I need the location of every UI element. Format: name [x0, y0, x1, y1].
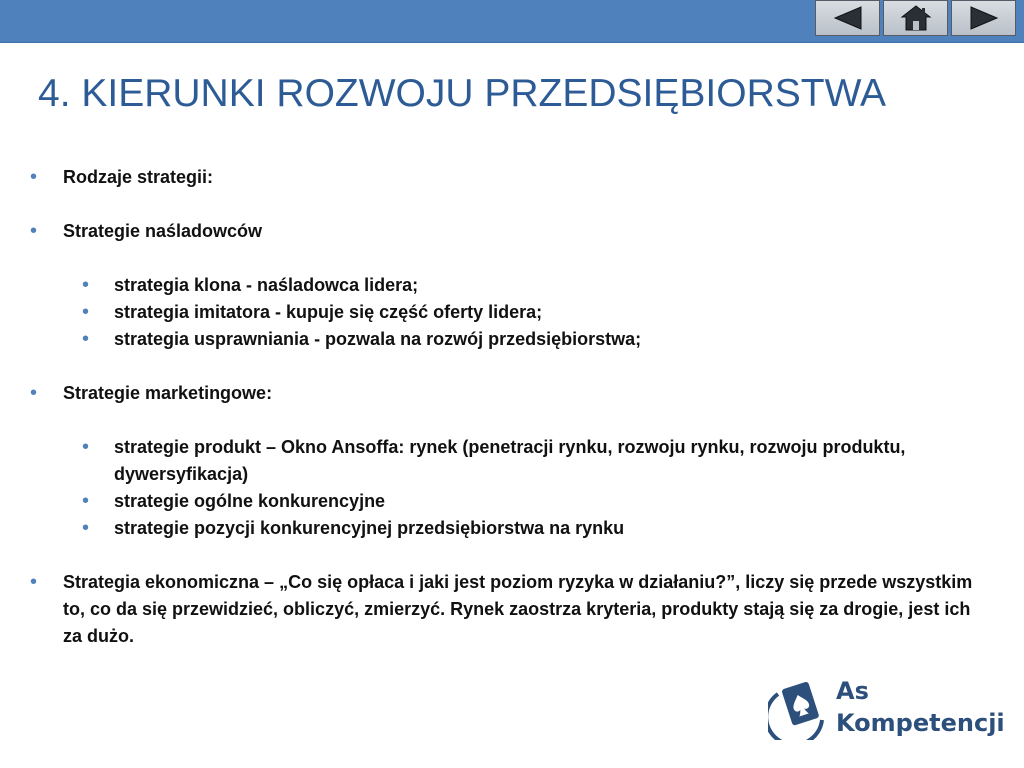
- bullet-text: Rodzaje strategii:: [63, 167, 214, 187]
- spacer: [30, 407, 990, 434]
- bullet-dot: •: [82, 274, 90, 296]
- sub-bullet-item: [30, 488, 990, 515]
- bullet-item: [30, 164, 990, 191]
- spacer: [30, 191, 990, 218]
- bullet-text: strategia usprawniania - pozwala na rozwój przedsiębiorstwa;: [114, 329, 642, 349]
- spacer: [30, 353, 990, 380]
- sub-bullet-item: [30, 272, 990, 299]
- bullet-dot: •: [82, 490, 90, 512]
- home-icon: [899, 4, 933, 32]
- bullet-text: Strategie marketingowe:: [63, 383, 273, 403]
- home-button[interactable]: [883, 0, 948, 36]
- bullet-item: [30, 569, 990, 650]
- slide-title: 4. KIERUNKI ROZWOJU PRZEDSIĘBIORSTWA: [38, 72, 886, 115]
- spacer: [30, 542, 990, 569]
- sub-bullet-item: [30, 434, 990, 488]
- bullet-dot: •: [30, 166, 38, 188]
- logo-line-1: As: [836, 677, 869, 705]
- card-spade-logo-icon: [768, 674, 832, 740]
- logo-text: [836, 675, 1005, 739]
- sub-bullet-item: [30, 515, 990, 542]
- logo-line-2: Kompetencji: [836, 709, 1005, 737]
- next-slide-button[interactable]: [951, 0, 1016, 36]
- bullet-text: Strategia ekonomiczna – „Co się opłaca i jaki jest poziom ryzyka w działaniu?”, liczy się przede wszystkim to, co da się przewidzieć, obliczyć, zmierzyć. Rynek zaostrza kryteria, produkty stają się za drogie, jest ich za dużo.: [63, 572, 973, 646]
- triangle-left-icon: [831, 5, 865, 31]
- bullet-dot: •: [30, 571, 38, 593]
- top-bar: [0, 0, 1024, 43]
- bullet-dot: •: [82, 517, 90, 539]
- bullet-text: strategie produkt – Okno Ansoffa: rynek (penetracji rynku, rozwoju rynku, rozwoju produktu, dywersyfikacja): [114, 437, 906, 484]
- bullet-dot: •: [82, 436, 90, 458]
- triangle-right-icon: [967, 5, 1001, 31]
- bullet-dot: •: [82, 328, 90, 350]
- bullet-item: [30, 380, 990, 407]
- bullet-dot: •: [30, 220, 38, 242]
- bullet-text: strategie ogólne konkurencyjne: [114, 491, 386, 511]
- bullet-text: Strategie naśladowców: [63, 221, 263, 241]
- bullet-dot: •: [82, 301, 90, 323]
- previous-slide-button[interactable]: [815, 0, 880, 36]
- bullet-dot: •: [30, 382, 38, 404]
- bullet-text: strategia klona - naśladowca lidera;: [114, 275, 419, 295]
- as-kompetencji-logo: [768, 672, 1005, 744]
- slide-body: [30, 164, 990, 650]
- bullet-text: strategia imitatora - kupuje się część oferty lidera;: [114, 302, 543, 322]
- bullet-item: [30, 218, 990, 245]
- bullet-text: strategie pozycji konkurencyjnej przedsiębiorstwa na rynku: [114, 518, 625, 538]
- sub-bullet-item: [30, 299, 990, 326]
- spacer: [30, 245, 990, 272]
- slide-navigation: [815, 0, 1023, 38]
- sub-bullet-item: [30, 326, 990, 353]
